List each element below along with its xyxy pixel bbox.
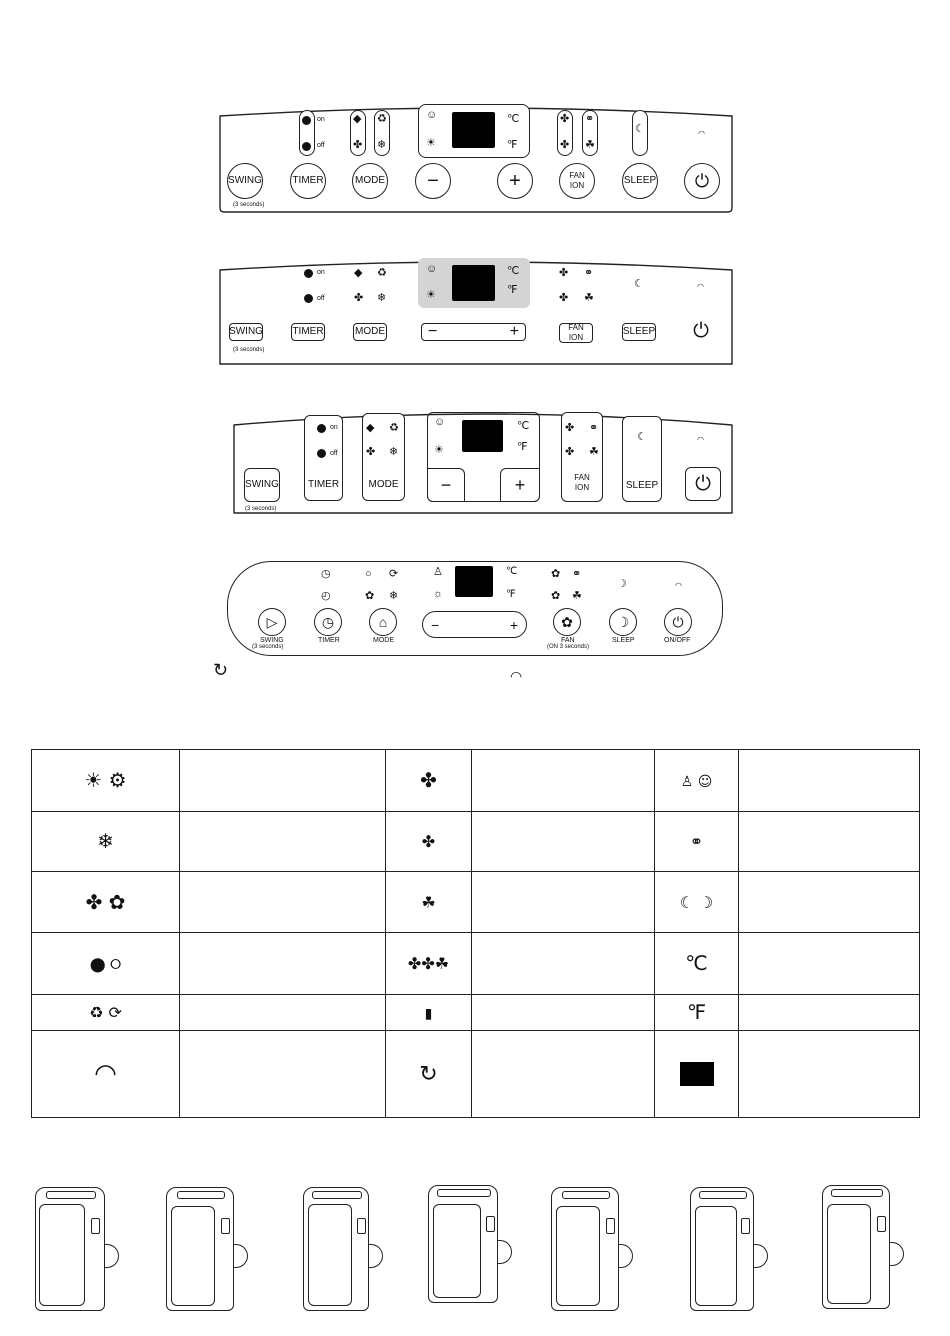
swing-icon: ▮ bbox=[424, 1006, 433, 1022]
sun-icon: ☼ bbox=[433, 588, 444, 600]
fan-high-icon: ✤ bbox=[559, 267, 569, 279]
legend-desc bbox=[472, 995, 655, 1031]
temperature-display bbox=[452, 112, 495, 148]
fahrenheit-label: ℉ bbox=[507, 139, 518, 151]
onoff-label: ON/OFF bbox=[664, 637, 691, 644]
minus-label: − bbox=[440, 475, 452, 495]
legend-desc bbox=[180, 995, 386, 1031]
person-icon: ☺ bbox=[426, 263, 438, 275]
fan-icon: ✤ bbox=[366, 446, 376, 458]
timer-off-icon: ◴ bbox=[321, 590, 331, 602]
display-swatch bbox=[680, 1062, 714, 1086]
mode-button[interactable] bbox=[369, 608, 397, 636]
sun-icon: ☀ bbox=[426, 137, 436, 149]
product-illustration-7 bbox=[822, 1185, 890, 1309]
legend-desc bbox=[739, 812, 920, 872]
legend-desc bbox=[472, 933, 655, 995]
legend-desc bbox=[739, 872, 920, 933]
timer-on-icon bbox=[302, 116, 311, 125]
ion-icon: ⚭ bbox=[585, 113, 595, 125]
plus-button[interactable] bbox=[500, 468, 540, 502]
wifi-hint: (3 seconds) bbox=[252, 644, 284, 650]
legend-desc bbox=[472, 1031, 655, 1118]
product-illustration-4 bbox=[428, 1185, 498, 1303]
fan-low-icon: ☘ bbox=[585, 139, 595, 151]
fan-label: FAN bbox=[561, 637, 575, 644]
celsius-label: ℃ bbox=[517, 420, 530, 432]
ion-icon: ⚭ bbox=[584, 267, 594, 279]
fan-mid-icon: ✤ bbox=[565, 446, 575, 458]
moon-icon: ☽ bbox=[617, 578, 627, 590]
sun-icon: ☀ bbox=[426, 289, 436, 301]
fan-ion-button[interactable] bbox=[553, 608, 581, 636]
sleep-icon-cell bbox=[655, 872, 739, 933]
swing-button[interactable]: SWING bbox=[227, 163, 263, 199]
timer-on-label: on bbox=[330, 424, 338, 431]
minus-button[interactable]: − bbox=[428, 323, 438, 340]
legend-desc bbox=[180, 1031, 386, 1118]
fan-high-icon: ✤ bbox=[565, 422, 575, 434]
snowflake-icon: ❄ bbox=[389, 446, 399, 458]
celsius-icon: ℃ bbox=[685, 951, 708, 975]
power-icon: ⏻ bbox=[672, 614, 684, 630]
mode-button[interactable]: MODE bbox=[352, 163, 388, 199]
sleep-button[interactable]: SLEEP bbox=[622, 163, 658, 199]
person-icon-cell bbox=[655, 750, 739, 812]
legend-desc bbox=[739, 750, 920, 812]
timer-off-icon bbox=[302, 142, 311, 151]
auto-icon: ⟳ bbox=[389, 568, 399, 580]
dry-icon: ◆ bbox=[366, 422, 375, 434]
timer-off-label: off bbox=[330, 450, 338, 457]
power-icon: ⏻ bbox=[693, 320, 709, 342]
product-illustration-6 bbox=[690, 1187, 754, 1311]
swing-icon-cell bbox=[386, 995, 472, 1031]
timer-label: TIMER bbox=[318, 637, 340, 644]
timer-button[interactable]: TIMER bbox=[290, 163, 326, 199]
home-icon: ⌂ bbox=[378, 614, 388, 630]
play-icon: ▷ bbox=[266, 614, 278, 630]
timer-on-icon bbox=[304, 269, 313, 278]
moon-icon: ☾ bbox=[634, 278, 644, 290]
fan-mid-icon: ✤ bbox=[421, 832, 436, 851]
timer-off-label: off bbox=[317, 295, 325, 302]
fahrenheit-label: ℉ bbox=[506, 589, 516, 600]
wifi-icon: ◠ bbox=[698, 129, 705, 138]
minus-button[interactable]: − bbox=[431, 616, 440, 633]
auto-icon: ♻ bbox=[389, 422, 399, 434]
fan-low-icon: ☘ bbox=[589, 446, 599, 458]
wifi-hint: (3 seconds) bbox=[233, 202, 265, 208]
product-illustration-1 bbox=[35, 1187, 105, 1311]
sleep-label: SLEEP bbox=[612, 637, 635, 644]
sleep-button[interactable]: SLEEP bbox=[622, 323, 656, 341]
fan-ion-button[interactable] bbox=[559, 323, 593, 343]
sleep-label: SLEEP bbox=[625, 480, 659, 491]
swing-button[interactable]: SWING bbox=[229, 323, 263, 341]
clock-icon: ◷ bbox=[321, 614, 335, 630]
fan-icon: ✿ bbox=[365, 590, 375, 602]
mode-label: MODE bbox=[368, 479, 399, 490]
fan-auto-icon-cell bbox=[386, 933, 472, 995]
fan-mid-icon-cell bbox=[386, 812, 472, 872]
snowflake-icon: ❄ bbox=[389, 590, 399, 602]
person-icon: ♙ ☺ bbox=[680, 774, 713, 790]
plus-button[interactable]: + bbox=[497, 163, 533, 199]
drop-icon: ⬤ ⭘ bbox=[89, 957, 122, 973]
sleep-button[interactable] bbox=[609, 608, 637, 636]
celsius-label: ℃ bbox=[507, 265, 520, 277]
temperature-display bbox=[452, 265, 495, 301]
fan-mode-icon-cell bbox=[32, 872, 180, 933]
legend-desc bbox=[180, 933, 386, 995]
celsius-label: ℃ bbox=[506, 566, 518, 577]
display-icon-cell bbox=[655, 1031, 739, 1118]
moon-icon: ☽ bbox=[616, 614, 630, 630]
ion-icon: ⚭ bbox=[689, 832, 704, 851]
plus-button[interactable]: + bbox=[509, 616, 518, 633]
fan-label: FAN bbox=[574, 473, 590, 482]
moon-icon: ☾ ☽ bbox=[679, 892, 714, 912]
fan-label: FAN bbox=[569, 171, 585, 180]
auto-icon: ♻ bbox=[377, 267, 387, 279]
power-icon: ⏻ bbox=[694, 171, 710, 191]
timer-on-label: on bbox=[317, 116, 325, 123]
plus-button[interactable]: + bbox=[509, 323, 519, 340]
person-icon: ☺ bbox=[434, 416, 446, 428]
mode-button[interactable]: MODE bbox=[353, 323, 387, 341]
fan-low-icon-cell bbox=[386, 872, 472, 933]
wifi-icon: ◠ bbox=[94, 1059, 117, 1089]
timer-button[interactable] bbox=[314, 608, 342, 636]
celsius-label: ℃ bbox=[507, 113, 520, 125]
timer-on-icon bbox=[317, 424, 326, 433]
fan-low-icon: ☘ bbox=[572, 590, 582, 602]
wifi-icon: ◠ bbox=[510, 668, 523, 684]
timer-off-icon bbox=[304, 294, 313, 303]
wifi-icon-cell bbox=[32, 1031, 180, 1118]
plus-label: + bbox=[514, 475, 526, 495]
swing-label: SWING bbox=[260, 637, 284, 644]
mode-label: MODE bbox=[373, 637, 394, 644]
legend-desc bbox=[739, 933, 920, 995]
fan-auto-icon: ✤✤☘ bbox=[407, 954, 450, 973]
ion-label: ION bbox=[568, 333, 584, 342]
fan-low-icon: ☘ bbox=[584, 292, 594, 304]
minus-button[interactable] bbox=[427, 468, 465, 502]
timer-button[interactable]: TIMER bbox=[291, 323, 325, 341]
legend-desc bbox=[472, 872, 655, 933]
dry-icon: ○ bbox=[365, 568, 372, 580]
fan-icon: ✤ bbox=[354, 292, 364, 304]
temperature-display bbox=[455, 566, 493, 597]
fahrenheit-icon: ℉ bbox=[686, 1000, 707, 1024]
fahrenheit-label: ℉ bbox=[517, 441, 528, 453]
legend-desc bbox=[472, 750, 655, 812]
power-button[interactable] bbox=[685, 467, 721, 501]
wifi-icon: ◠ bbox=[697, 282, 704, 291]
temperature-display bbox=[462, 420, 503, 452]
fan-ion-button[interactable] bbox=[559, 163, 595, 199]
swing-button[interactable] bbox=[258, 608, 286, 636]
swing-button[interactable] bbox=[244, 468, 280, 502]
timer-off-icon bbox=[317, 449, 326, 458]
temp-adjust-bar bbox=[422, 611, 527, 638]
fan-high-icon-cell bbox=[386, 750, 472, 812]
celsius-icon-cell bbox=[655, 933, 739, 995]
ion-icon: ⚭ bbox=[589, 422, 599, 434]
heat-icon-cell bbox=[32, 750, 180, 812]
fan-mid-icon: ✤ bbox=[559, 292, 569, 304]
legend-desc bbox=[180, 750, 386, 812]
sun-icon: ☀ bbox=[434, 444, 444, 456]
phone-rotate-icon: ↻ bbox=[419, 1061, 438, 1087]
swing-label: SWING bbox=[245, 479, 279, 490]
phone-rotate-icon: ↻ bbox=[213, 660, 229, 680]
fahrenheit-icon-cell bbox=[655, 995, 739, 1031]
snowflake-icon: ❄ bbox=[97, 829, 114, 853]
fan-high-icon: ✤ bbox=[420, 768, 437, 792]
auto-icon: ♻ ⟳ bbox=[89, 1003, 122, 1022]
auto-icon: ♻ bbox=[377, 113, 387, 125]
power-icon: ⏻ bbox=[695, 473, 711, 495]
fan-label: FAN bbox=[568, 323, 584, 332]
power-button[interactable] bbox=[684, 163, 720, 199]
fan-low-icon: ☘ bbox=[421, 892, 436, 912]
snowflake-icon: ❄ bbox=[377, 139, 387, 151]
dry-icon-cell bbox=[32, 933, 180, 995]
product-illustration-2 bbox=[166, 1187, 234, 1311]
moon-icon: ☾ bbox=[637, 431, 647, 443]
timer-on-icon: ◷ bbox=[321, 568, 331, 580]
product-illustration-5 bbox=[551, 1187, 619, 1311]
fan-mid-icon: ✿ bbox=[551, 590, 561, 602]
icon-legend-table bbox=[31, 749, 920, 1118]
snowflake-icon: ❄ bbox=[377, 292, 387, 304]
power-button[interactable] bbox=[689, 320, 713, 344]
ion-icon: ⚭ bbox=[572, 568, 582, 580]
ion-label: ION bbox=[574, 483, 590, 492]
legend-desc bbox=[472, 812, 655, 872]
legend-desc bbox=[739, 1031, 920, 1118]
legend-desc bbox=[180, 812, 386, 872]
fahrenheit-label: ℉ bbox=[507, 284, 518, 296]
fan-icon: ✤ bbox=[353, 139, 363, 151]
dry-icon: ◆ bbox=[353, 113, 362, 125]
sun-icon: ☀ ⚙ bbox=[84, 768, 127, 792]
ion-label: ION bbox=[569, 181, 585, 190]
person-icon: ♙ bbox=[433, 566, 443, 578]
ion-icon-cell bbox=[655, 812, 739, 872]
power-button[interactable] bbox=[664, 608, 692, 636]
dry-icon: ◆ bbox=[354, 267, 363, 279]
fan-mid-icon: ✤ bbox=[560, 139, 570, 151]
sleep-button[interactable] bbox=[622, 416, 662, 502]
fan-icon: ✿ bbox=[561, 614, 573, 630]
legend-desc bbox=[739, 995, 920, 1031]
fan-icon: ✤ ✿ bbox=[85, 889, 126, 914]
rotate-icon-cell bbox=[386, 1031, 472, 1118]
cool-icon-cell bbox=[32, 812, 180, 872]
person-icon: ☺ bbox=[426, 109, 438, 121]
timer-off-label: off bbox=[317, 142, 325, 149]
legend-desc bbox=[180, 872, 386, 933]
temp-adjust-bar bbox=[421, 323, 526, 341]
wifi-hint: (3 seconds) bbox=[233, 347, 265, 353]
wifi-icon: ◠ bbox=[697, 435, 704, 444]
moon-icon: ☾ bbox=[635, 123, 645, 135]
fan-high-icon: ✤ bbox=[560, 113, 570, 125]
fan-high-icon: ✿ bbox=[551, 568, 561, 580]
auto-icon-cell bbox=[32, 995, 180, 1031]
timer-on-label: on bbox=[317, 269, 325, 276]
timer-label: TIMER bbox=[307, 479, 340, 490]
product-illustration-3 bbox=[303, 1187, 369, 1311]
wifi-icon: ◠ bbox=[675, 581, 682, 590]
fan-ion-hint: (ON 3 seconds) bbox=[547, 644, 590, 650]
minus-button[interactable]: − bbox=[415, 163, 451, 199]
wifi-hint: (3 seconds) bbox=[245, 506, 277, 512]
